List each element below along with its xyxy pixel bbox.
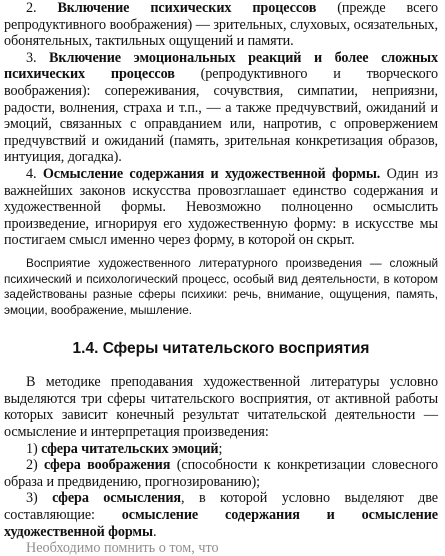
item-term: Осмысление содержания и художественной формы. (42, 165, 381, 182)
list-item-4 (4, 166, 438, 249)
item-number: 4. (26, 165, 37, 182)
sphere-text-end: . (152, 523, 157, 540)
sphere-text: , в которой условно выделяют две составляющие: (4, 490, 438, 524)
item-term: Включение психических процессов (57, 0, 317, 16)
sphere-number: 3) (26, 490, 38, 507)
list-item-3 (4, 50, 438, 166)
sphere-item-2 (4, 457, 438, 490)
summary-paragraph: Восприятие художественного литературного произведения — сложный психический и психологический процесс, особый вид деятельности, в котором задействованы разные сферы психики: речь, внимание, ощущения, память, эмоции, воображение, мышление. (4, 255, 438, 317)
item-text: Один из важнейших законов искусства провозглашает единство содержания и художественной формы. Невозможно полноценно осмыслить произведение, игнорируя его художественную форму: в искусстве мы постигаем смысл именно через форму, в которой он скрыт. (4, 165, 439, 249)
sphere-number: 2) (26, 457, 38, 474)
sphere-term: сфера воображения (44, 457, 171, 474)
cut-off-line: Необходимо помнить о том, что (26, 540, 219, 556)
item-text: (прежде всего репродуктивного воображения) — зрительных, слуховых, осязательных, обонятельных, тактильных ощущений и памяти. (4, 0, 438, 50)
item-number: 3. (26, 49, 37, 66)
list-item-2 (4, 0, 438, 50)
sphere-item-3 (4, 490, 438, 540)
sphere-term-secondary: осмысление содержания и осмысление художественной формы (4, 507, 438, 540)
section-heading: 1.4. Сферы читательского восприятия (72, 340, 370, 358)
intro-paragraph: В методике преподавания художественной литературы условно выделяются три сферы читательского восприятия, от активной работы которых зависит конечный результат читательской деятельности — осмысление и интерпретация произведения: (4, 374, 438, 441)
sphere-number: 1) (26, 440, 38, 457)
sphere-item-1 (4, 441, 438, 458)
item-text: (репродуктивного и творческого воображения): сопереживания, сочувствия, симпатии, неприязни, радости, волнения, страха и т.п., — а также предчувствий, ожиданий и эмоций, связанных с оправданием или, напротив, с опровержением предчувствий и ожиданий (память, зрительная конкретизация образов, интуиция, догадка). (4, 66, 439, 166)
item-term: Включение эмоциональных реакций и более сложных психических процессов (4, 49, 438, 83)
sphere-text: (способности к конкретизации словесного образа и предвидению, прогнозированию); (4, 457, 438, 490)
document-page (4, 0, 438, 556)
sphere-term: сфера осмысления (52, 490, 182, 507)
sphere-text: ; (218, 440, 223, 457)
sphere-term: сфера читательских эмоций (41, 440, 219, 457)
item-number: 2. (26, 0, 37, 16)
